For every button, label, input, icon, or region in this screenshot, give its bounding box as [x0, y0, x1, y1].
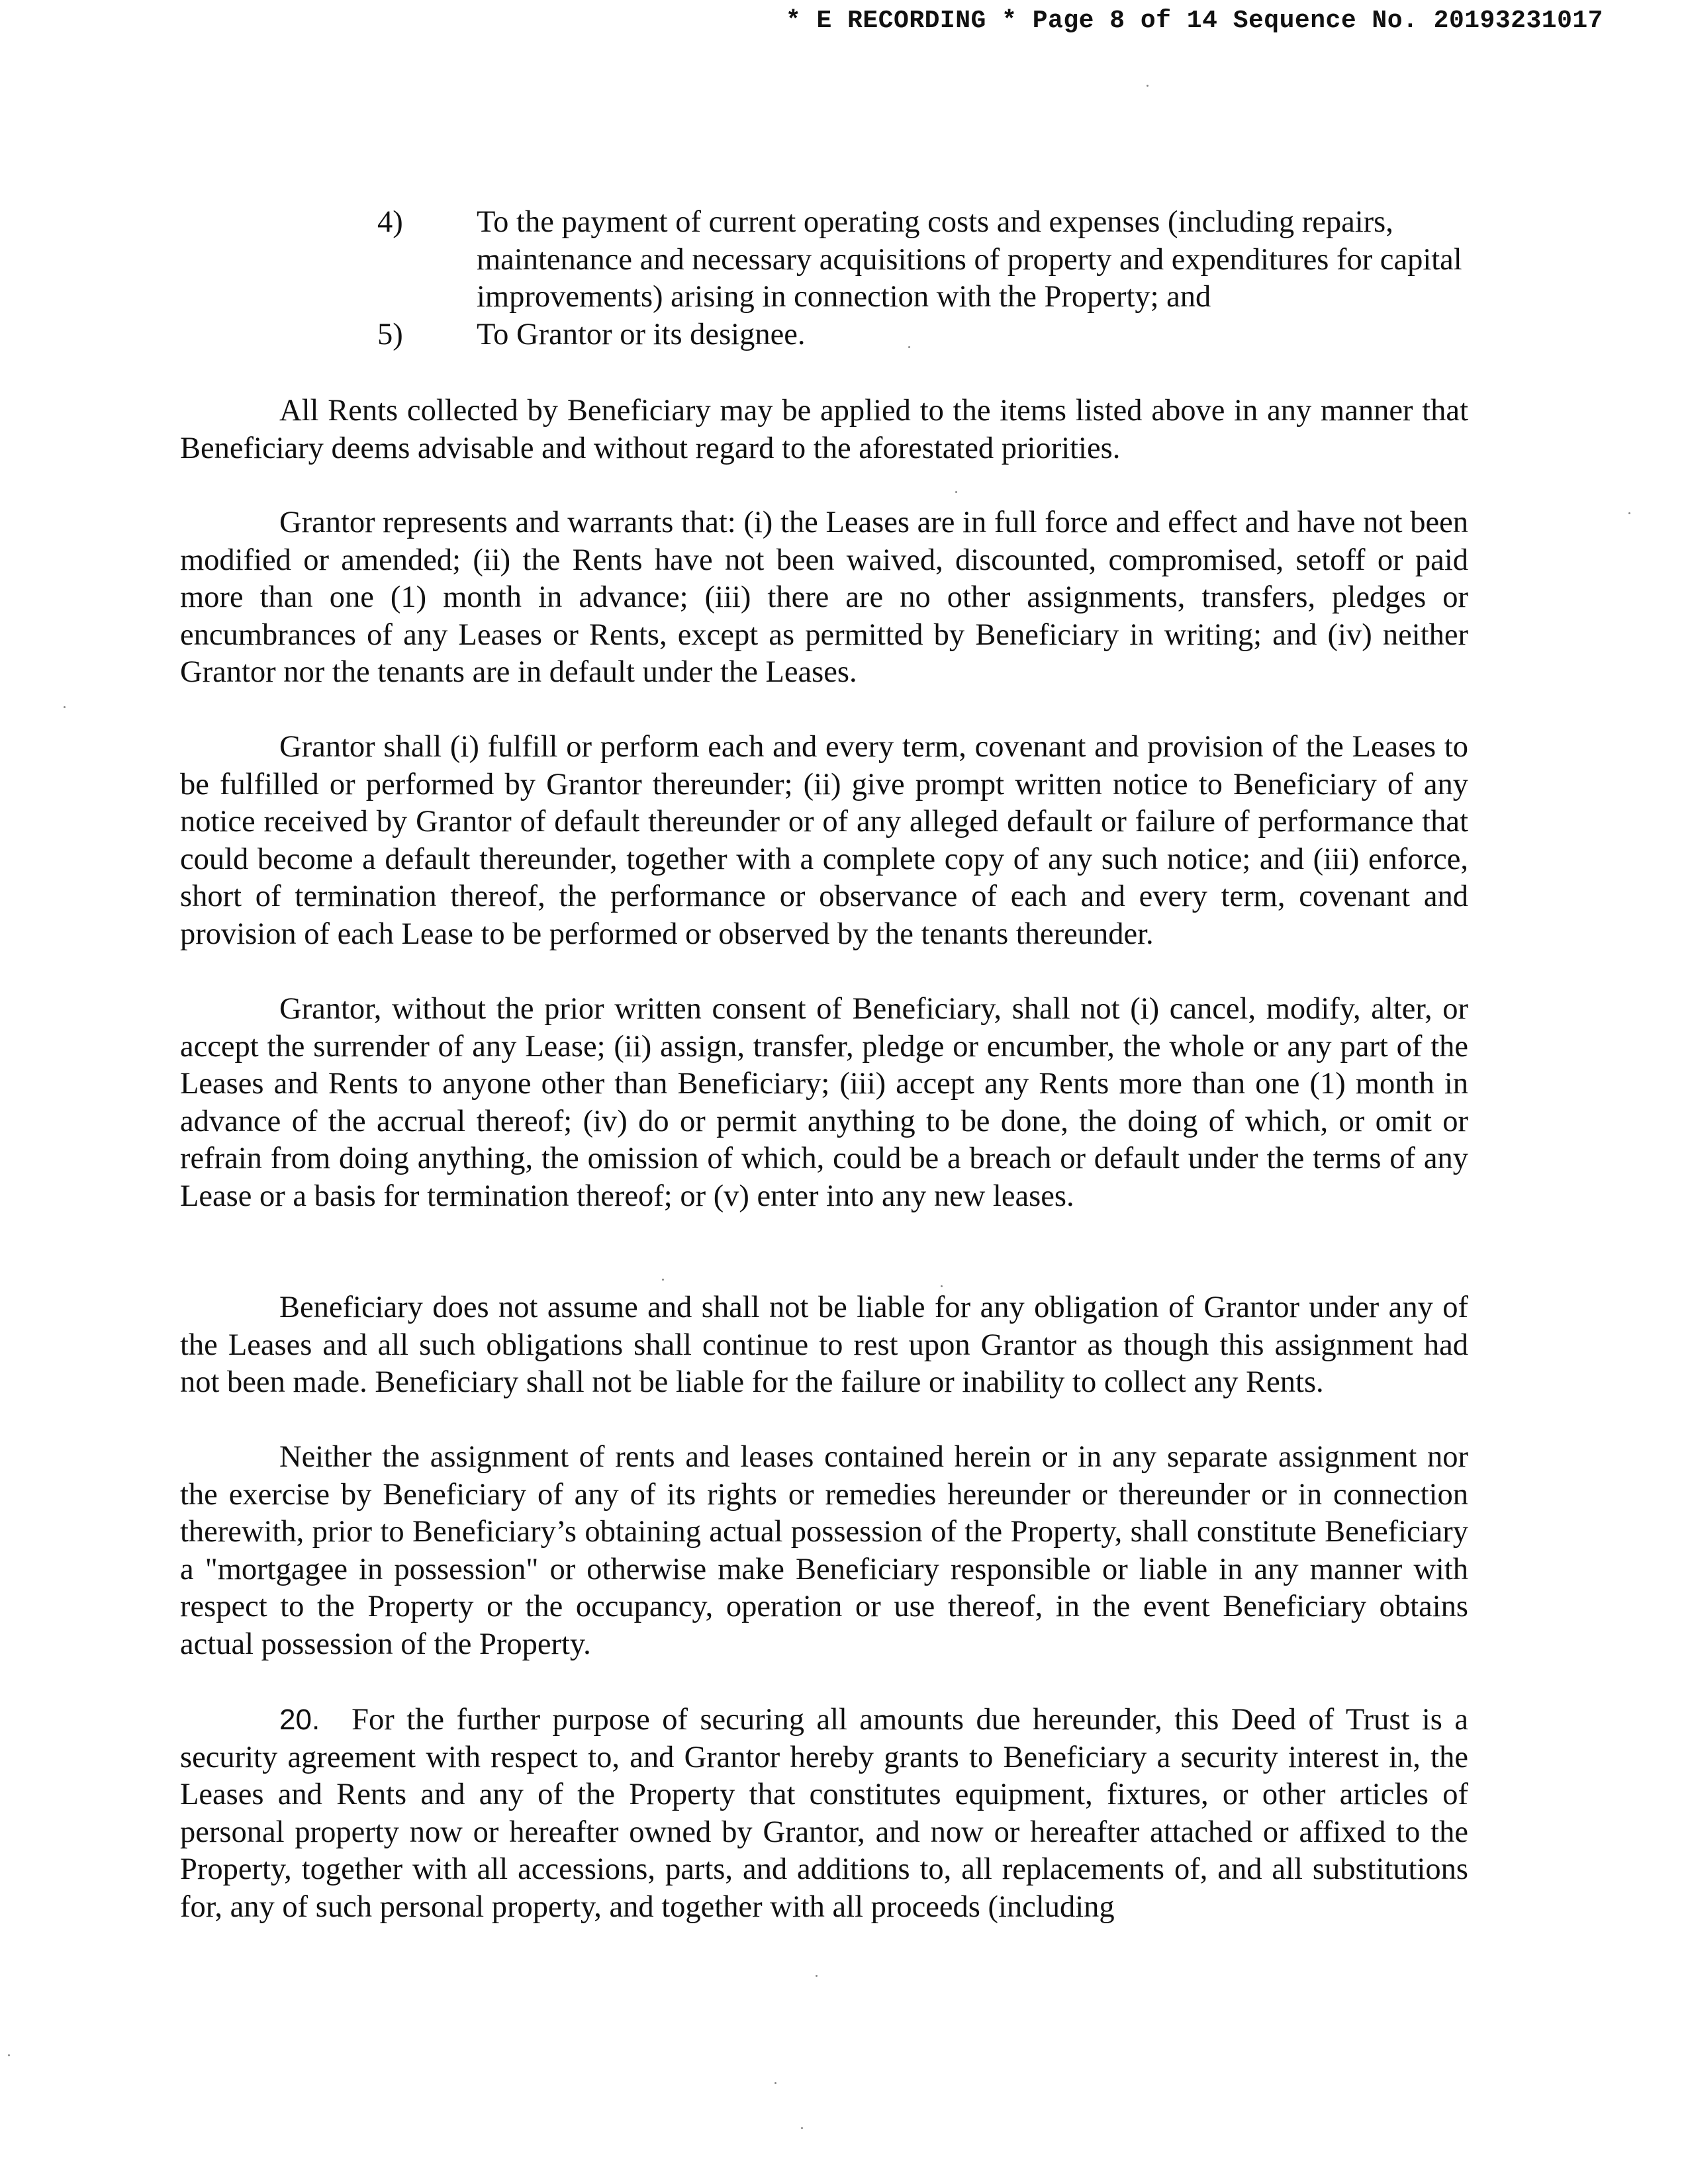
- paragraph: All Rents collected by Beneficiary may be applied to the items listed above in any manner that Beneficiary deems advisable and without regard to the aforestated priorities.: [180, 394, 1468, 465]
- list-item-number: 4): [377, 205, 403, 239]
- scan-speck: [774, 2082, 776, 2084]
- paragraph: Grantor shall (i) fulfill or perform each and every term, covenant and provision of the Leases to be fulfilled or performed by Grantor thereunder; (ii) give prompt written notice to Beneficiary of any notice received by Grantor of default thereunder or of any alleged default or failure of performance that could become a default thereunder, together with a complete copy of any such notice; and (iii) enforce, short of termination thereof, the performance or observance of each and every term, covenant and provision of each Lease to be performed or observed by the tenants thereunder.: [180, 730, 1468, 951]
- section-text: For the further purpose of securing all amounts due hereunder, this Deed of Trust is a security agreement with respect to, and Grantor hereby grants to Beneficiary a security interest in, the Leases and Rents and any of the Property that constitutes equipment, fixtures, or other articles of personal property now or hereafter owned by Grantor, and now or hereafter attached or affixed to the Property, together with all accessions, parts, and additions to, all replacements of, and all substitutions for, any of such personal property, and together with all proceeds (including: [180, 1703, 1468, 1924]
- scan-speck: [64, 706, 66, 708]
- scan-speck: [941, 1285, 943, 1287]
- scan-speck: [801, 2127, 803, 2129]
- list-item-number: 5): [377, 317, 403, 351]
- recording-header: * E RECORDING * Page 8 of 14 Sequence No. 20193231017: [785, 7, 1603, 35]
- list-item: [377, 316, 1468, 354]
- scan-speck: [8, 2054, 10, 2056]
- list-item: [377, 204, 1468, 316]
- scan-speck: [662, 1279, 664, 1281]
- section-20-paragraph: [180, 1702, 1468, 1926]
- paragraph: Neither the assignment of rents and leases contained herein or in any separate assignment nor the exercise by Beneficiary of any of its rights or remedies hereunder or thereunder or in connection therewith, prior to Beneficiary’s obtaining actual possession of the Property, shall constitute Beneficiary a "mortgagee in possession" or otherwise make Beneficiary responsible or liable in any manner with respect to the Property or the occupancy, operation or use thereof, in the event Beneficiary obtains actual possession of the Property.: [180, 1440, 1468, 1661]
- section-number: 20.: [279, 1704, 320, 1736]
- scan-speck: [1147, 85, 1149, 87]
- scan-speck: [955, 491, 957, 493]
- list-item-text-content: To Grantor or its designee.: [477, 317, 806, 351]
- paragraph: Grantor represents and warrants that: (i) the Leases are in full force and effect and have not been modified or amended; (ii) the Rents have not been waived, discounted, compromised, setoff or paid more than one (1) month in advance; (iii) there are no other assignments, transfers, pledges or encumbrances of any Leases or Rents, except as permitted by Beneficiary in writing; and (iv) neither Grantor nor the tenants are in default under the Leases.: [180, 506, 1468, 689]
- list-item-text: [377, 316, 1468, 354]
- paragraph: Beneficiary does not assume and shall not be liable for any obligation of Grantor under any of the Leases and all such obligations shall continue to rest upon Grantor as though this assignment had not been made. Beneficiary shall not be liable for the failure or inability to collect any Rents.: [180, 1291, 1468, 1399]
- scan-speck: [908, 346, 910, 348]
- scan-speck: [816, 1975, 818, 1977]
- paragraph: Grantor, without the prior written consent of Beneficiary, shall not (i) cancel, modify, alter, or accept the surrender of any Lease; (ii) assign, transfer, pledge or encumber, the whole or any part of the Leases and Rents to anyone other than Beneficiary; (iii) accept any Rents more than one (1) month in advance of the accrual thereof; (iv) do or permit anything to be done, the doing of which, or omit or refrain from doing anything, the omission of which, could be a breach or default under the terms of any Lease or a basis for termination thereof; or (v) enter into any new leases.: [180, 992, 1468, 1213]
- list-item-text-content: To the payment of current operating costs and expenses (including repairs, maintenance and necessary acquisitions of property and expenditures for capital improvements) arising in connection with the Property; and: [477, 205, 1462, 314]
- scan-speck: [1628, 512, 1630, 514]
- list-item-text: [377, 204, 1468, 316]
- priority-list: [377, 204, 1468, 353]
